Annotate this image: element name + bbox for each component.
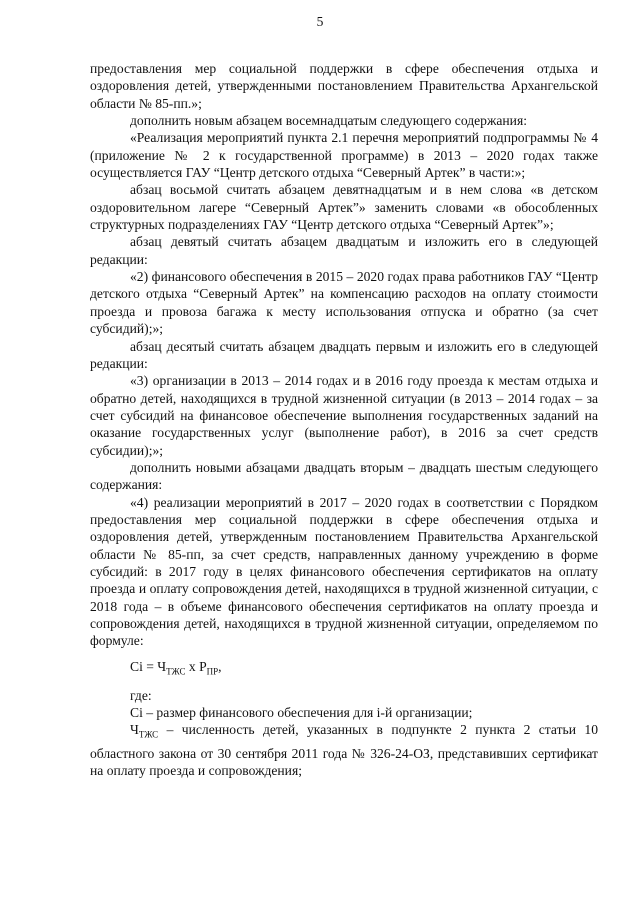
paragraph: «3) организации в 2013 – 2014 годах и в 2016 году проезда к местам отдыха и обратно детей, находящихся в трудной жизненной ситуации (в 2013 – 2014 годах – за счет субсидий на финансовое обеспечение выполнения государственных заданий на оказание государственных услуг (выполнение работ), в 2016 за счет средств субсидии);»; bbox=[90, 373, 598, 458]
def-text: – численность детей, указанных в подпункте 2 пункта 2 статьи 10 областного закона от 30 сентября 2011 года № 326-24-ОЗ, представивших сертификат на оплату проезда и сопровождения; bbox=[90, 722, 598, 778]
paragraph: абзац десятый считать абзацем двадцать первым и изложить его в следующей редакции: bbox=[90, 338, 598, 371]
document-body bbox=[90, 60, 598, 779]
formula-sub-tzhs: ТЖС bbox=[166, 666, 186, 677]
page-number: 5 bbox=[316, 14, 324, 29]
def-symbol: Ч bbox=[130, 722, 139, 738]
formula bbox=[130, 658, 598, 681]
paragraph: дополнить новыми абзацами двадцать вторым – двадцать шестым следующего содержания: bbox=[90, 459, 598, 493]
formula-mid: x Р bbox=[185, 658, 207, 674]
paragraph: «2) финансового обеспечения в 2015 – 2020 годах права работников ГАУ “Центр детского отдыха “Северный Артек” на компенсацию расходов на оплату стоимости проезда и провоза багажа к месту использования отпуска и обратно (за счет субсидий);»; bbox=[90, 269, 598, 337]
def-symbol-sub: ТЖС bbox=[138, 730, 159, 741]
paragraph: абзац девятый считать абзацем двадцатым и изложить его в следующей редакции: bbox=[90, 234, 598, 267]
paragraph: абзац восьмой считать абзацем девятнадцатым и в нем слова «в детском оздоровительном лагере “Северный Артек”» заменить словами «в обособленных структурных подразделениях ГАУ “Центр детского отдыха “Северный Артек”»; bbox=[90, 182, 598, 233]
paragraph-continuation: предоставления мер социальной поддержки в сфере обеспечения отдыха и оздоровления детей, утвержденными постановлением Правительства Архангельской области № 85-пп.»; bbox=[90, 61, 598, 111]
paragraph: «4) реализации мероприятий в 2017 – 2020 годах в соответствии с Порядком предоставления мер социальной поддержки в сфере обеспечения отдыха и оздоровления детей, утвержденным постановлением Правительства Архангельской области № 85-пп, за счет средств, направленных данному учреждению в форме субсидий: в 2017 году в целях финансового обеспечения сертификатов на оплату проезда и оплату сопровождения детей, находящихся в трудной жизненной ситуации, с 2018 года – в объеме финансового обеспечения сертификатов на оплату проезда и сопровождения детей, находящихся в трудной жизненной ситуации, определяемом по формуле: bbox=[90, 494, 598, 649]
definition-ci: Ci – размер финансового обеспечения для i-й организации; bbox=[130, 705, 473, 721]
paragraph: дополнить новым абзацем восемнадцатым следующего содержания: bbox=[130, 113, 527, 129]
where-label: где: bbox=[130, 687, 152, 703]
paragraph: «Реализация мероприятий пункта 2.1 перечня мероприятий подпрограммы № 4 (приложение № 2 к государственной программе) в 2013 – 2020 годах также осуществляется ГАУ “Центр детского отдыха “Северный Артек” в части:»; bbox=[90, 130, 598, 181]
formula-end: , bbox=[218, 658, 222, 674]
formula-lhs: Ci = Ч bbox=[130, 658, 167, 674]
definition-chtzhs bbox=[90, 721, 598, 779]
formula-sub-pr: ПР bbox=[206, 666, 219, 677]
